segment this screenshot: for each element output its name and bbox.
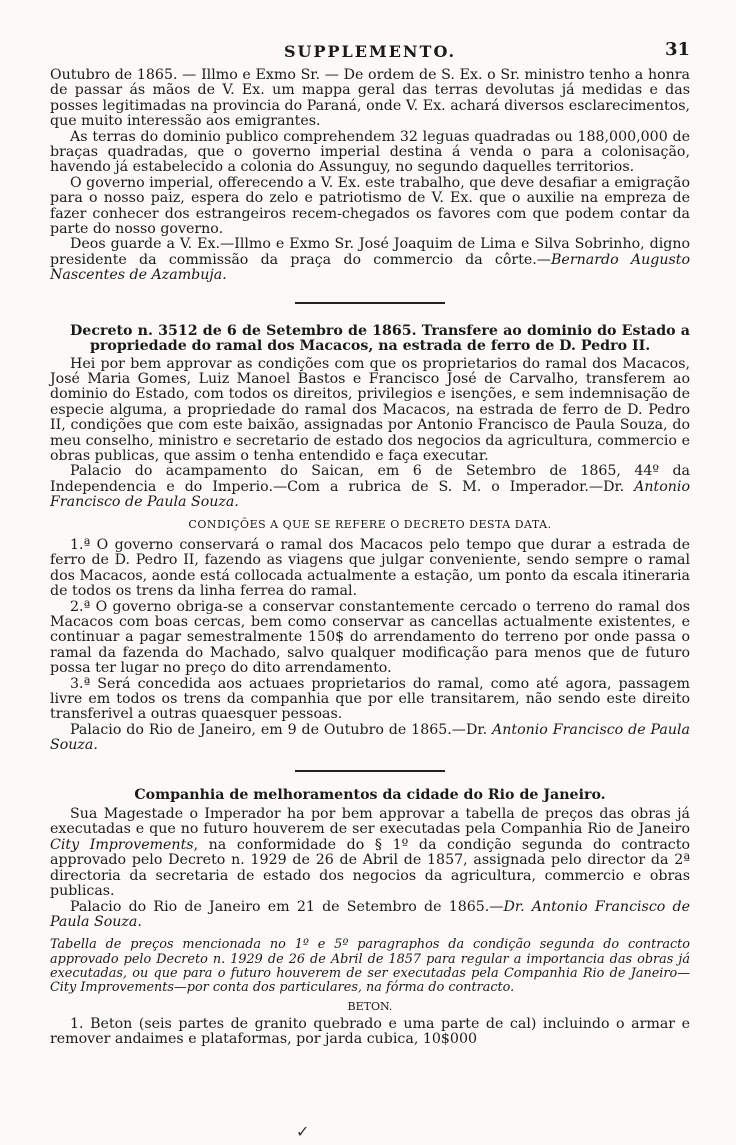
- company-paragraph-2: [50, 900, 690, 931]
- company-signature: Dr. Antonio Francisco de Paula Souza.: [50, 898, 690, 930]
- page: [50, 40, 690, 1047]
- conditions-dateline: [50, 723, 690, 754]
- decree-heading: Decreto n. 3512 de 6 de Setembro de 1865. Transfere ao dominio do Estado a propriedade do ramal dos Macacos, na estrada de ferro de D. Pedro II.: [70, 322, 690, 355]
- company-heading: Companhia de melhoramentos da cidade do Rio de Janeiro.: [134, 786, 606, 803]
- section-divider-2: [295, 770, 445, 772]
- intro-closing: Deos guarde a V. Ex.—Illmo e Exmo Sr. José Joaquim de Lima e Silva Sobrinho, digno presidente da commissão da praça do commercio da côrte.—: [50, 236, 690, 268]
- running-title: SUPPLEMENTO.: [283, 42, 457, 61]
- intro-paragraph-4: [50, 237, 690, 283]
- decree-paragraph-2: [50, 464, 690, 510]
- decree-dateline: Palacio do acampamento do Saican, em 6 de Setembro de 1865, 44º da Independencia e do Imperio.—Com a rubrica de S. M. o Imperador.—Dr.: [50, 463, 690, 495]
- intro-signature: Bernardo Augusto Nascentes de Azambuja.: [50, 251, 690, 284]
- decree-paragraph-1: Hei por bem approvar as condições com que os proprietarios do ramal dos Macacos, José Maria Gomes, Luiz Manoel Bastos e Francisco José de Carvalho, transferem ao dominio do Estado, com todos os direitos, privilegios e isenções, e sem indemnisação de especie alguma, a propriedade do ramal dos Macacos, na estrada de ferro de D. Pedro II, condições que com este baixão, assignadas por Antonio Francisco de Paula Souza, do meu conselho, ministro e secretario de estado dos negocios da agricultura, commercio e obras publicas, que assim o tenha entendido e faça executar.: [50, 355, 690, 464]
- beton-heading: BETON.: [347, 1000, 393, 1014]
- decree-signature: Antonio Francisco de Paula Souza.: [50, 478, 690, 511]
- conditions-heading: CONDIÇÕES A QUE SE REFERE O DECRETO DESTA DATA.: [188, 517, 552, 531]
- table-note: Tabella de preços mencionada no 1º e 5º paragraphos da condição segunda do contracto approvado pelo Decreto n. 1929 de 26 de Abril de 1857 para regular a importancia das obras já executadas, ou que para o futuro houverem de ser executadas pela Companhia Rio de Janeiro—City Improvements—por conta dos particulares, na fórma do contracto.: [50, 937, 690, 995]
- page-number: 31: [664, 39, 690, 60]
- intro-paragraph-1: Outubro de 1865. — Illmo e Exmo Sr. — De ordem de S. Ex. o Sr. ministro tenho a honra de passar ás mãos de V. Ex. um mappa geral das terras devolutas já medidas e das posses legitimadas na provincia do Paraná, onde V. Ex. achará diversos esclarecimentos, que muito interessão aos emigrantes.: [50, 67, 690, 130]
- intro-paragraph-3: O governo imperial, offerecendo a V. Ex. este trabalho, que deve desafiar a emigração para o nosso paiz, espera do zelo e patriotismo de V. Ex. que o auxilie na empreza de fazer conhecer dos estrangeiros recem-chegados os favores com que podem contar da parte do nosso governo.: [50, 174, 690, 238]
- company-text-b: , na conformidade do § 1º da condição segunda do contracto approvado pelo Decreto n. 1929 de 26 de Abril de 1857, assignada pelo director da 2ª directoria da secretaria de estado dos negocios da agricultura, commercio e obras publicas.: [50, 836, 690, 900]
- condition-2: 2.ª O governo obriga-se a conservar constantemente cercado o terreno do ramal dos Macacos com boas cercas, bem como conservar as cancellas actualmente existentes, e continuar a pagar semestralmente 150$ do arrendamento do terreno por onde passa o ramal da fazenda do Machado, salvo qualquer modificação para menos que de futuro possa ter lugar no preço do dito arrendamento.: [50, 598, 690, 677]
- intro-paragraph-2: As terras do dominio publico comprehendem 32 leguas quadradas ou 188,000,000 de braças quadradas, que o governo imperial destina á venda o para a colonisação, havendo já estabelecido a colonia do Assunguy, no segundo daquelles territorios.: [50, 128, 690, 176]
- company-city-improvements: City Improvements: [50, 836, 194, 853]
- ink-mark-icon: ✓: [296, 1122, 310, 1141]
- condition-1: 1.ª O governo conservará o ramal dos Macacos pelo tempo que durar a estrada de ferro de D. Pedro II, fazendo as viagens que julgar conveniente, sendo sempre o ramal dos Macacos, aonde está collocada actualmente a estação, um ponto da escala itineraria de todos os trens da linha ferrea do ramal.: [50, 536, 690, 600]
- company-paragraph-1: [50, 807, 690, 899]
- conditions-signature: Antonio Francisco de Paula Souza.: [50, 721, 691, 754]
- conditions-date: Palacio do Rio de Janeiro, em 9 de Outubro de 1865.—Dr.: [70, 721, 488, 738]
- company-text-a: Sua Magestade o Imperador ha por bem approvar a tabella de preços das obras já executadas e que no futuro houverem de ser executadas pela Companhia Rio de Janeiro: [50, 806, 690, 838]
- page-header: [50, 40, 690, 68]
- company-dateline: Palacio do Rio de Janeiro em 21 de Setembro de 1865.—: [70, 898, 504, 915]
- condition-3: 3.ª Será concedida aos actuaes proprietarios do ramal, como até agora, passagem livre em todos os trens da companhia que por elle transitarem, não sendo este direito transferivel a outras quaesquer pessoas.: [50, 675, 690, 723]
- section-divider: [295, 302, 445, 304]
- beton-item-1: 1. Beton (seis partes de granito quebrado e uma parte de cal) incluindo o armar e remover andaimes e plataformas, por jarda cubica, 10$000: [50, 1015, 690, 1047]
